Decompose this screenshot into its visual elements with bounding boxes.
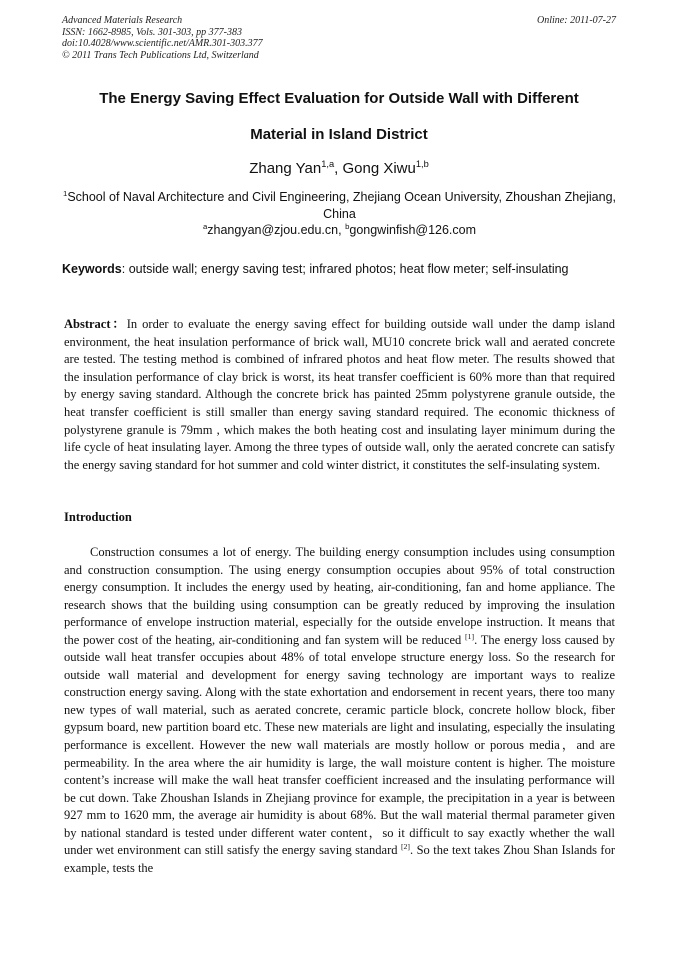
paper-title-line-2: Material in Island District [250, 126, 428, 143]
paper-title-line-1: The Energy Saving Effect Evaluation for Outside Wall with Different [99, 90, 579, 107]
email-list [62, 223, 617, 237]
author-name: Zhang Yan [249, 160, 322, 177]
affiliation-mark: 1 [63, 188, 68, 198]
keywords-label: Keywords [62, 262, 122, 276]
email-mark: a [202, 221, 208, 231]
affiliation-text: School of Naval Architecture and Civil Engineering, Zhejiang Ocean University, Zhoushan Zhejiang, China [67, 190, 616, 221]
keywords [62, 262, 617, 276]
abstract-label: Abstract： [64, 317, 127, 331]
introduction-text: . So the text takes Zhou Shan Islands for example, tests the [64, 843, 615, 875]
author-affiliation-mark: 1,a [321, 159, 335, 169]
author-separator: , [334, 160, 343, 177]
citation-ref[interactable]: [2] [400, 842, 410, 852]
introduction-heading: Introduction [64, 510, 132, 524]
journal-doi: doi:10.4028/www.scientific.net/AMR.301-303.377 [62, 38, 263, 49]
affiliation [62, 189, 617, 223]
introduction-text: . The energy loss caused by outside wall heat transfer occupies about 48% of total envelope structure energy loss. So the research for outside wall material and development for energy saving technology are important ways to realize construction energy saving. Along with the state exhortation and endorsement in recent years, there too many new types of wall material, such as aerated concrete, ceramic particle block, concrete hollow block, fiber gypsum board, new partition board etc. These new materials are light and insulating, especially the insulating performance is excellent. However the new wall materials are mostly hollow or porous media，and are permeability. In the area where the air humidity is large, the wall moisture content is higher. The moisture content’s increase will make the wall heat transfer coefficient increased and the insulating performance will be cut down. Take Zhoushan Islands in Zhejiang province for example, the precipitation in a year is between 927 mm to 1620 mm, the average air humidity is about 68%. But the wall material thermal parameter given by national standard is tested under different water content，so it difficult to say exactly whether the wall under wet environment can still satisfy the energy saving standard [64, 632, 615, 858]
online-date: Online: 2011-07-27 [537, 15, 616, 26]
introduction-text: Construction consumes a lot of energy. The building energy consumption includes using consumption and construction consumption. The using energy consumption occupies about 95% of total construction energy consumption. It includes the energy used by heating, air-conditioning, fan and home appliance. The research shows that the building using consumption can be greatly reduced by improving the insulation performance of envelope instruction material, especially for the outside envelope instruction. It means that the power cost of the heating, air-conditioning and fan system will be reduced [64, 545, 615, 647]
journal-header [62, 15, 263, 61]
journal-issn: ISSN: 1662-8985, Vols. 301-303, pp 377-383 [62, 26, 242, 38]
introduction-paragraph [64, 544, 615, 877]
citation-ref[interactable]: [1] [465, 631, 475, 641]
journal-copyright: © 2011 Trans Tech Publications Ltd, Switzerland [62, 49, 259, 61]
email-mark: b [345, 221, 350, 231]
author-affiliation-mark: 1,b [415, 159, 429, 169]
author-list [40, 160, 638, 177]
author-name: Gong Xiwu [342, 160, 416, 177]
email-address[interactable]: gongwinfish@126.com [349, 223, 477, 237]
keywords-text: : outside wall; energy saving test; infrared photos; heat flow meter; self-insulating [121, 262, 569, 276]
journal-name: Advanced Materials Research [62, 15, 183, 26]
abstract-text: In order to evaluate the energy saving effect for building outside wall under the damp island environment, the heat insulation performance of brick wall, MU10 concrete brick wall and aerated concrete are tested. The testing method is combined of infrared photos and heat flow meter. The results showed that the insulation performance of clay brick is worst, its heat transfer coefficient is 60% more than that required by energy saving standard. Although the concrete brick has painted 25mm polystyrene granule outside, the heat transfer coefficient is still smaller than energy saving standard required. The economic thickness of polystyrene granule is 79mm , which makes the both heating cost and insulating layer minimum during the life cycle of heat insulating layer. Among the three types of outside wall, only the aerated concrete can satisfy the energy saving standard for hot summer and cold winter district, it constitutes the self-insulating system. [64, 317, 615, 472]
abstract [64, 316, 615, 474]
email-address[interactable]: zhangyan@zjou.edu.cn [207, 223, 339, 237]
email-separator: , [338, 223, 346, 237]
